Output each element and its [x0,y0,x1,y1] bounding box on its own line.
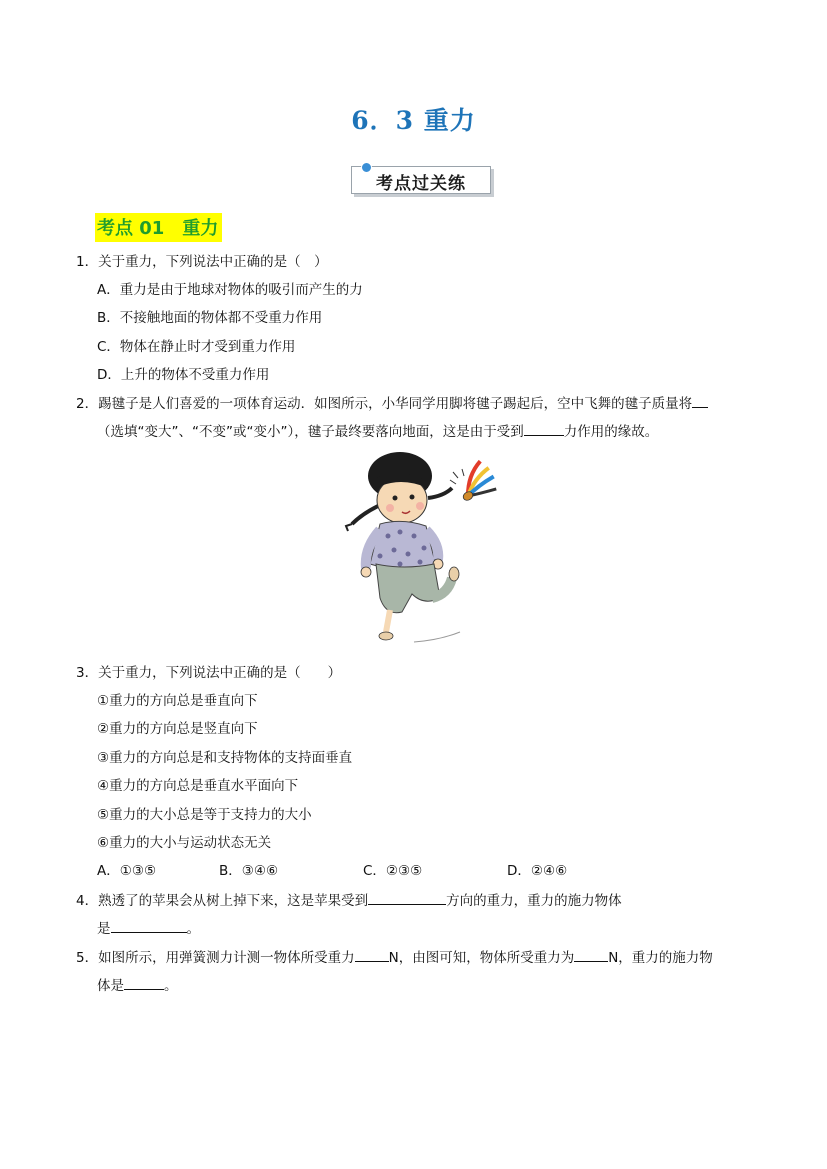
statement-5: ⑤重力的大小总是等于支持力的大小 [97,807,312,823]
question-4-line2 [97,920,200,939]
question-4 [76,892,622,911]
statement-3: ③重力的方向总是和支持物体的支持面垂直 [97,750,353,766]
answer-blank[interactable] [355,949,389,962]
option-b: B．不接触地面的物体都不受重力作用 [97,310,323,326]
statement-6: ⑥重力的大小与运动状态无关 [97,835,272,851]
question-text: 熟透了的苹果会从树上掉下来，这是苹果受到 [98,893,369,909]
option-c: C．物体在静止时才受到重力作用 [97,339,296,355]
question-number: 1． [76,254,99,270]
badge-label: 考点过关练 [376,174,466,194]
choice-b: B．③④⑥ [219,863,279,879]
statement-4: ④重力的方向总是垂直水平面向下 [97,778,299,794]
question-number: 2． [76,396,99,412]
question-text: N，重力的施力物 [608,950,713,966]
choice-d: D．②④⑥ [507,863,568,879]
section-badge [351,162,493,194]
question-text: 如图所示，用弹簧测力计测一物体所受重力 [98,950,355,966]
question-text: （选填“变大”、“不变”或“变小”），毽子最终要落向地面，这是由于受到 [97,424,524,440]
question-text: 关于重力，下列说法中正确的是（ ） [98,665,342,681]
question-number: 4． [76,893,99,909]
question-number: 3． [76,665,99,681]
question-text: 方向的重力，重力的施力物体 [446,893,622,909]
child-kicking-shuttlecock-illustration [340,448,510,654]
choice-a: A．①③⑤ [97,863,157,879]
question-3 [76,664,341,683]
question-number: 5． [76,950,99,966]
statement-1: ①重力的方向总是垂直向下 [97,693,258,709]
option-d: D．上升的物体不受重力作用 [97,367,270,383]
question-text: 是 [97,921,111,937]
question-text: 力作用的缘故。 [563,424,659,440]
answer-blank[interactable] [692,395,708,408]
question-text: 。 [186,921,200,937]
question-text: 踢毽子是人们喜爱的一项体育运动．如图所示，小华同学用脚将毽子踢起后，空中飞舞的毽子质量将 [98,396,693,412]
question-text: 关于重力，下列说法中正确的是（ ） [98,254,328,270]
question-2 [76,395,708,414]
question-text: N，由图可知，物体所受重力为 [388,950,575,966]
page-title: 6．3 重力 [351,106,476,135]
question-text: 体是 [97,978,124,994]
answer-blank[interactable] [574,949,608,962]
option-a: A．重力是由于地球对物体的吸引而产生的力 [97,282,363,298]
question-5-line2 [97,977,178,996]
question-5 [76,949,713,968]
answer-blank[interactable] [111,920,187,933]
answer-blank[interactable] [524,423,564,436]
answer-blank[interactable] [124,977,164,990]
question-1 [76,253,328,272]
section-heading: 考点 01 重力 [95,213,222,242]
statement-2: ②重力的方向总是竖直向下 [97,721,258,737]
question-2-line2 [97,423,658,442]
answer-blank[interactable] [368,892,446,905]
choice-c: C．②③⑤ [363,863,423,879]
question-text: 。 [164,978,178,994]
